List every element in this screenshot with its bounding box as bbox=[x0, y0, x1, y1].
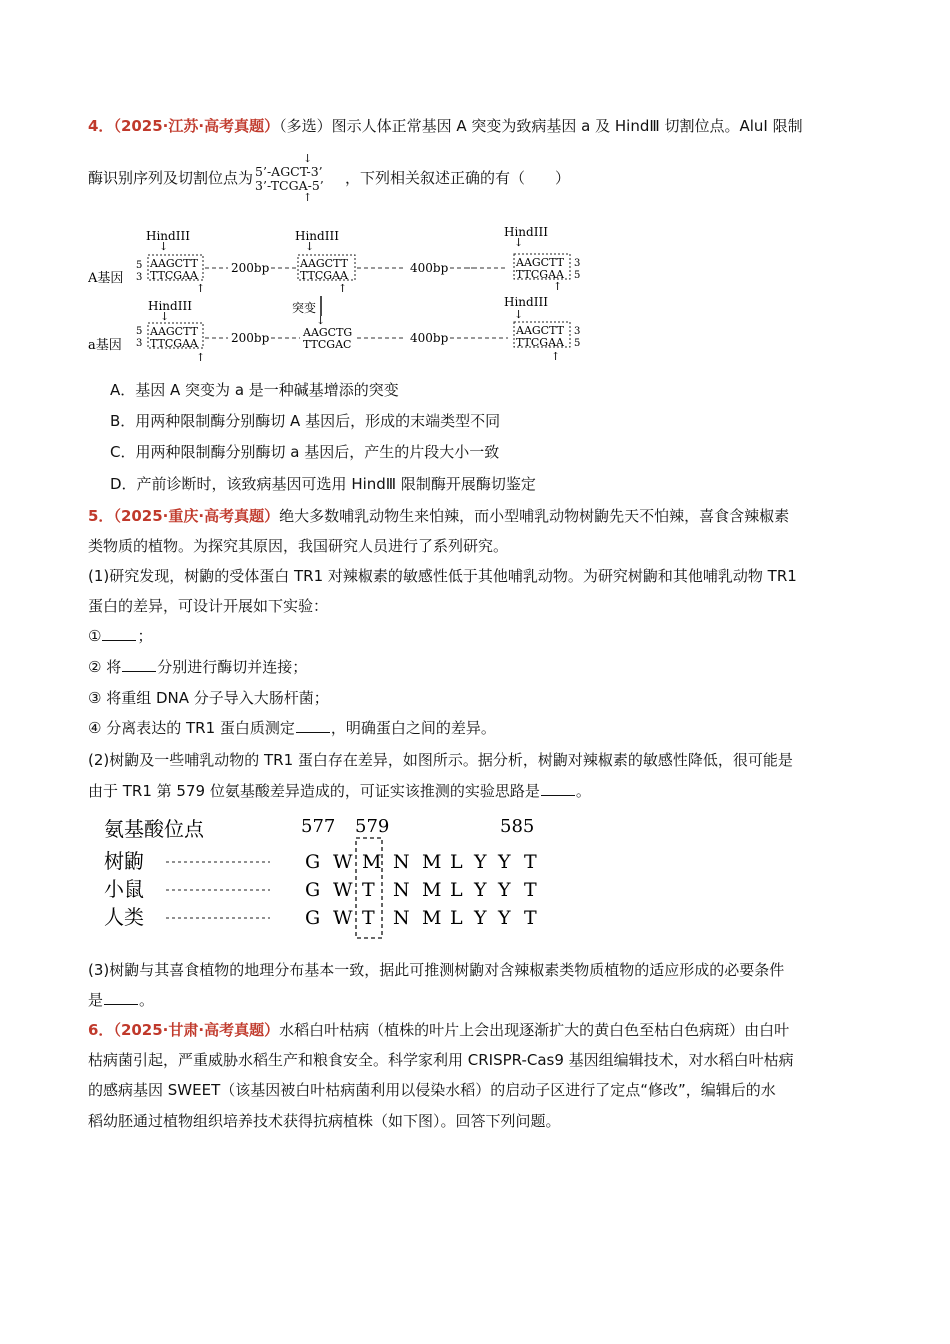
amino-acid-residue: T bbox=[362, 879, 375, 901]
amino-acid-residue: L bbox=[450, 907, 463, 929]
arrow-up-icon: ↑ bbox=[196, 351, 206, 364]
part2-text: 由于 TR1 第 579 位氨基酸差异造成的，可证实该推测的实验思路是 bbox=[88, 782, 540, 800]
amino-acid-residue: W bbox=[333, 879, 353, 901]
q5-number: 5． bbox=[88, 507, 114, 525]
alui-recognition-sequence bbox=[255, 151, 343, 204]
q4-stem-line1: （多选）图示人体正常基因 A 突变为致病基因 a 及 HindⅢ 切割位点。AluⅠ 限制 bbox=[279, 117, 803, 135]
position-579: 579 bbox=[355, 816, 390, 837]
cut-arrow-down-icon: ↓ bbox=[303, 151, 313, 165]
q5-stem-line2: 类物质的植物。为探究其原因，我国研究人员进行了系列研究。 bbox=[88, 537, 509, 555]
q5-step2 bbox=[88, 657, 307, 677]
amino-acid-residue: W bbox=[333, 851, 353, 873]
amino-acid-residue: L bbox=[450, 851, 463, 873]
species-label: 人类 bbox=[104, 905, 144, 929]
q5-part1-line2: 蛋白的差异，可设计开展如下实验： bbox=[88, 597, 329, 615]
label-gene-a: a基因 bbox=[88, 338, 122, 353]
q6-stem-line4: 稻幼胚通过植物组织培养技术获得抗病植株（如下图）。回答下列问题。 bbox=[88, 1112, 561, 1130]
label-gene-A: A基因 bbox=[88, 271, 124, 286]
q5-source-tag: （2025·重庆·高考真题） bbox=[113, 507, 280, 525]
amino-acid-residue: M bbox=[422, 907, 442, 929]
prime-3-a: 3 bbox=[136, 338, 143, 349]
position-577: 577 bbox=[301, 816, 336, 837]
alignment-header: 氨基酸位点 bbox=[104, 817, 204, 841]
q4-line1 bbox=[88, 116, 803, 136]
site-top-A1: AAGCTT bbox=[150, 257, 198, 270]
amino-acid-residue: Y bbox=[474, 879, 487, 901]
site-top-A3: AAGCTT bbox=[516, 256, 564, 269]
amino-acid-residue: W bbox=[333, 907, 353, 929]
q5-step1 bbox=[88, 626, 152, 646]
prime-5-A-right: 5 bbox=[574, 270, 581, 281]
amino-acid-residue: Y bbox=[474, 907, 487, 929]
q4-number: 4． bbox=[88, 117, 114, 135]
site-bot-a1: TTCGAA bbox=[150, 337, 198, 350]
answer-blank[interactable] bbox=[122, 657, 156, 672]
answer-blank[interactable] bbox=[104, 990, 138, 1005]
q4-source-tag: （2025·江苏·高考真题） bbox=[113, 117, 280, 135]
arrow-down-icon: ↓ bbox=[160, 310, 170, 323]
amino-acid-residue: Y bbox=[498, 907, 511, 929]
q6-stem-line2: 枯病菌引起，严重威胁水稻生产和粮食安全。科学家利用 CRISPR-Cas9 基因组编辑技术，对水稻白叶枯病 bbox=[88, 1051, 794, 1069]
mut-site-top: AAGCTG bbox=[303, 326, 353, 339]
arrow-down-icon: ↓ bbox=[514, 308, 524, 321]
prime-3-A: 3 bbox=[136, 272, 143, 283]
arrow-up-icon: ↑ bbox=[551, 350, 561, 363]
q4-option-c: C．用两种限制酶分别酶切 a 基因后，产生的片段大小一致 bbox=[110, 443, 500, 461]
site-top-a1: AAGCTT bbox=[150, 325, 198, 338]
mutation-arrow-down-icon: ↓ bbox=[316, 314, 326, 327]
length-200bp-A: 200bp bbox=[231, 261, 270, 275]
length-400bp-a: 400bp bbox=[410, 331, 449, 345]
amino-acid-residue: Y bbox=[474, 851, 487, 873]
site-bot-A3: TTCGAA bbox=[516, 268, 564, 281]
gene-restriction-figure bbox=[88, 222, 598, 367]
hindiii-label-a1: HindIII bbox=[148, 299, 192, 313]
site-bot-A1: TTCGAA bbox=[150, 269, 198, 282]
step2-end: 分别进行酶切并连接； bbox=[157, 658, 308, 676]
q5-line1 bbox=[88, 506, 789, 526]
amino-acid-alignment-figure bbox=[100, 810, 550, 945]
step2-text: ② 将 bbox=[88, 658, 122, 676]
mutation-label: 突变 bbox=[292, 301, 317, 315]
alui-seq-top: 5’-AGCT-3’ bbox=[255, 163, 323, 179]
arrow-up-icon: ↑ bbox=[338, 282, 348, 295]
q5-part2-line2 bbox=[88, 781, 591, 801]
arrow-down-icon: ↓ bbox=[514, 236, 524, 249]
amino-acid-residue: M bbox=[422, 879, 442, 901]
amino-acid-residue: T bbox=[524, 907, 537, 929]
amino-acid-residue: G bbox=[305, 851, 321, 873]
amino-acid-residue: N bbox=[393, 879, 410, 901]
q6-line1 bbox=[88, 1020, 789, 1040]
site-top-a3: AAGCTT bbox=[516, 324, 564, 337]
q5-part2-line1: (2)树鼩及一些哺乳动物的 TR1 蛋白存在差异，如图所示。据分析，树鼩对辣椒素的敏感性降低，很可能是 bbox=[88, 751, 793, 769]
step1-end: ； bbox=[137, 627, 153, 645]
q6-source-tag: （2025·甘肃·高考真题） bbox=[113, 1021, 280, 1039]
site-bot-A2: TTCGAA bbox=[300, 269, 348, 282]
q5-step3: ③ 将重组 DNA 分子导入大肠杆菌； bbox=[88, 689, 329, 707]
arrow-down-icon: ↓ bbox=[159, 240, 169, 253]
q5-part3-line2 bbox=[88, 990, 154, 1010]
cut-arrow-up-icon: ↑ bbox=[303, 190, 313, 204]
q5-part1-line1: (1)研究发现，树鼩的受体蛋白 TR1 对辣椒素的敏感性低于其他哺乳动物。为研究树鼩和其他哺乳动物 TR1 bbox=[88, 567, 797, 585]
hindiii-label-a3: HindIII bbox=[504, 295, 548, 309]
arrow-down-icon: ↓ bbox=[305, 240, 315, 253]
amino-acid-residue: T bbox=[524, 851, 537, 873]
hindiii-label-A3: HindIII bbox=[504, 225, 548, 239]
answer-blank[interactable] bbox=[102, 626, 136, 641]
hindiii-label-A2: HindIII bbox=[295, 229, 339, 243]
length-400bp-A: 400bp bbox=[410, 261, 449, 275]
q6-stem-line1: 水稻白叶枯病（植株的叶片上会出现逐渐扩大的黄白色至枯白色病斑）由白叶 bbox=[279, 1021, 790, 1039]
length-200bp-a: 200bp bbox=[231, 331, 270, 345]
amino-acid-residue: M bbox=[362, 851, 382, 873]
amino-acid-residue: L bbox=[450, 879, 463, 901]
amino-acid-residue: T bbox=[362, 907, 375, 929]
amino-acid-residue: G bbox=[305, 907, 321, 929]
prime-5-a-right: 5 bbox=[574, 338, 581, 349]
prime-5-A: 5 bbox=[136, 260, 143, 271]
amino-acid-residue: N bbox=[393, 907, 410, 929]
answer-blank[interactable] bbox=[296, 718, 330, 733]
q6-number: 6． bbox=[88, 1021, 114, 1039]
q5-stem-line1: 绝大多数哺乳动物生来怕辣，而小型哺乳动物树鼩先天不怕辣，喜食含辣椒素 bbox=[279, 507, 790, 525]
answer-blank[interactable] bbox=[541, 781, 575, 796]
q5-part3-line1: (3)树鼩与其喜食植物的地理分布基本一致，据此可推测树鼩对含辣椒素类物质植物的适应形成的必要条件 bbox=[88, 961, 785, 979]
step4-text: ④ 分离表达的 TR1 蛋白质测定 bbox=[88, 719, 295, 737]
amino-acid-residue: G bbox=[305, 879, 321, 901]
species-label: 小鼠 bbox=[104, 877, 144, 901]
q4-line2 bbox=[88, 151, 571, 204]
hindiii-label-A1: HindIII bbox=[146, 229, 190, 243]
prime-5-a: 5 bbox=[136, 326, 143, 337]
amino-acid-residue: T bbox=[524, 879, 537, 901]
arrow-up-icon: ↑ bbox=[196, 282, 206, 295]
q4-stem-line2: 酶识别序列及切割位点为 bbox=[88, 169, 254, 187]
part3-text: 是 bbox=[88, 991, 104, 1009]
arrow-up-icon: ↑ bbox=[553, 280, 563, 293]
q4-option-a: A．基因 A 突变为 a 是一种碱基增添的突变 bbox=[110, 381, 399, 399]
mut-site-bot: TTCGAC bbox=[303, 338, 352, 351]
position-585: 585 bbox=[500, 816, 535, 837]
species-label: 树鼩 bbox=[104, 849, 144, 873]
prime-3-a-right: 3 bbox=[574, 326, 581, 337]
q6-stem-line3: 的感病基因 SWEET（该基因被白叶枯病菌利用以侵染水稻）的启动子区进行了定点“修改”，编辑后的水 bbox=[88, 1081, 776, 1099]
site-top-A2: AAGCTT bbox=[300, 257, 348, 270]
site-bot-a3: TTCGAA bbox=[516, 336, 564, 349]
part2-end: 。 bbox=[575, 782, 591, 800]
amino-acid-residue: Y bbox=[498, 879, 511, 901]
prime-3-A-right: 3 bbox=[574, 258, 581, 269]
amino-acid-residue: N bbox=[393, 851, 410, 873]
part3-end: 。 bbox=[139, 991, 155, 1009]
amino-acid-residue: Y bbox=[498, 851, 511, 873]
step4-end: ，明确蛋白之间的差异。 bbox=[330, 719, 496, 737]
alui-seq-bottom: 3’-TCGA-5’ bbox=[255, 177, 324, 193]
q4-option-b: B．用两种限制酶分别酶切 A 基因后，形成的末端类型不同 bbox=[110, 412, 501, 430]
q5-step4 bbox=[88, 718, 496, 738]
amino-acid-residue: M bbox=[422, 851, 442, 873]
step1-marker: ① bbox=[88, 627, 102, 645]
q4-stem-line2-end: ，下列相关叙述正确的有（ ） bbox=[345, 169, 571, 187]
q4-option-d: D．产前诊断时，该致病基因可选用 HindⅢ 限制酶开展酶切鉴定 bbox=[110, 475, 536, 493]
